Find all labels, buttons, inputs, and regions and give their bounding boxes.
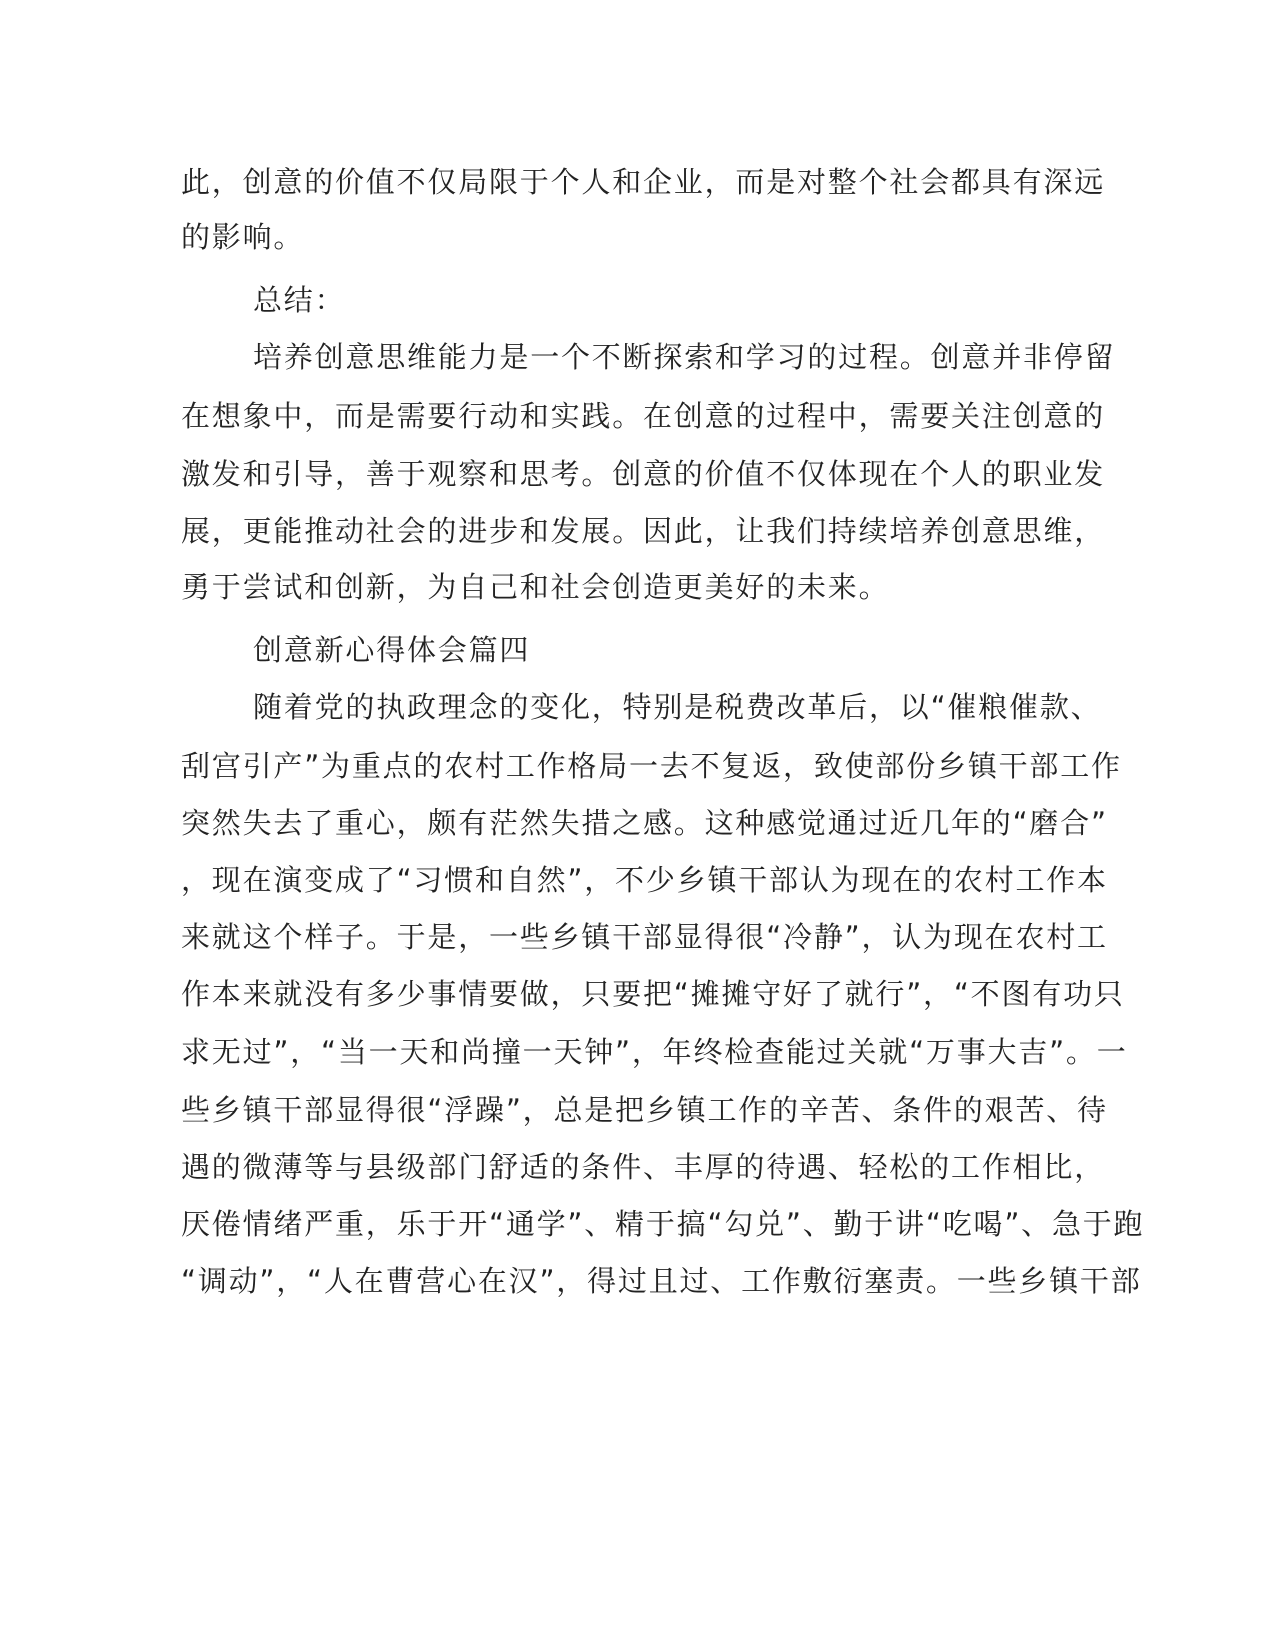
text-line: 培养创意思维能力是一个不断探索和学习的过程。创意并非停留	[253, 340, 1116, 374]
text-line: 作本来就没有多少事情要做，只要把“摊摊守好了就行”，“不图有功只	[181, 977, 1125, 1011]
text-line: 随着党的执政理念的变化，特别是税费改革后，以“催粮催款、	[253, 690, 1102, 724]
text-line: 展，更能推动社会的进步和发展。因此，让我们持续培养创意思维，	[181, 514, 1106, 548]
section-heading-part-four: 创意新心得体会篇四	[253, 633, 531, 667]
text-line: 此，创意的价值不仅局限于个人和企业，而是对整个社会都具有深远	[181, 165, 1106, 199]
text-line: 的影响。	[181, 220, 305, 254]
text-line: 突然失去了重心，颇有茫然失措之感。这种感觉通过近几年的“磨合”	[181, 806, 1108, 840]
text-line: 厌倦情绪严重，乐于开“通学”、精于搞“勾兑”、勤于讲“吃喝”、急于跑	[181, 1207, 1145, 1241]
text-line: “调动”，“人在曹营心在汉”，得过且过、工作敷衍塞责。一些乡镇干部	[181, 1264, 1142, 1298]
text-line: 在想象中，而是需要行动和实践。在创意的过程中，需要关注创意的	[181, 399, 1106, 433]
text-line: 遇的微薄等与县级部门舒适的条件、丰厚的待遇、轻松的工作相比，	[181, 1150, 1106, 1184]
text-line: ，现在演变成了“习惯和自然”，不少乡镇干部认为现在的农村工作本	[181, 863, 1108, 897]
section-heading-summary: 总结：	[253, 283, 346, 317]
text-line: 些乡镇干部显得很“浮躁”，总是把乡镇工作的辛苦、条件的艰苦、待	[181, 1093, 1108, 1127]
text-line: 激发和引导，善于观察和思考。创意的价值不仅体现在个人的职业发	[181, 457, 1106, 491]
text-line: 来就这个样子。于是，一些乡镇干部显得很“冷静”，认为现在农村工	[181, 920, 1108, 954]
text-line: 求无过”，“当一天和尚撞一天钟”，年终检查能过关就“万事大吉”。一	[181, 1035, 1128, 1069]
text-line: 勇于尝试和创新，为自己和社会创造更美好的未来。	[181, 570, 890, 604]
text-line: 刮宫引产”为重点的农村工作格局一去不复返，致使部份乡镇干部工作	[181, 749, 1122, 783]
